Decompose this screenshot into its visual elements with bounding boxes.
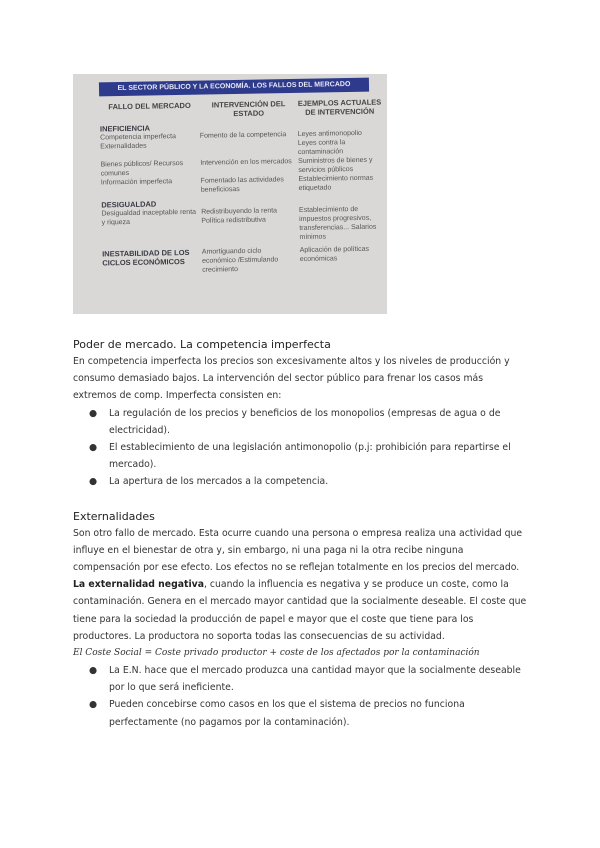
table-cell: Redistribuyendo la renta Política redistributiva: [201, 207, 278, 225]
table-cell: [200, 139, 298, 159]
list-item: ● Pueden concebirse como casos en los que el sistema de precios no funciona perfectamente (no pagamos por la contaminación).: [73, 696, 529, 730]
list-item: ● La regulación de los precios y beneficios de los monopolios (empresas de agua o de electricidad).: [73, 405, 529, 439]
table-cell: Amortiguando ciclo económico /Estimulando crecimiento: [201, 247, 279, 274]
column-header: FALLO DEL MERCADO: [108, 100, 191, 112]
table-section-title: DESIGUALDAD: [101, 199, 157, 210]
table-section-title: INESTABILIDAD DE LOS CICLOS ECONÓMICOS: [102, 247, 190, 268]
bullet-list: [73, 662, 529, 731]
formula: El Coste Social = Coste privado productor + coste de los afectados por la contaminación: [73, 648, 480, 659]
table-photo: [73, 74, 387, 314]
photo-table-body: [100, 98, 385, 277]
table-section-title: INEFICIENCIA: [99, 123, 151, 134]
paragraph: En competencia imperfecta los precios son excesivamente altos y los niveles de producción y consumo demasiado bajos. La intervención del sector público para frenar los casos más extremos de comp. Imperfecta consisten en:: [73, 356, 510, 402]
list-item: ● El establecimiento de una legislación antimonopolio (p.j: prohibición para repartirse el mercado).: [73, 439, 529, 473]
section-heading: Externalidades: [73, 509, 155, 523]
bullet-icon: ●: [89, 442, 98, 454]
table-cell: Desigualdad inaceptable renta y riqueza: [101, 208, 197, 227]
photo-table-header: EL SECTOR PÚBLICO Y LA ECONOMÍA. LOS FALLOS DEL MERCADO: [99, 78, 369, 97]
bullet-list: [73, 405, 529, 491]
list-item: ● La E.N. hace que el mercado produzca una cantidad mayor que la socialmente deseable por lo que será ineficiente.: [73, 662, 529, 696]
table-cell: Fomentado las actividades beneficiosas: [200, 176, 284, 194]
table-row: [102, 245, 384, 277]
paragraph: Son otro fallo de mercado. Esta ocurre cuando una persona o empresa realiza una actividad que influye en el bienestar de otra y, sin embargo, ni una paga ni la otra recibe ninguna compensación por ese efecto. Los efectos no se reflejan totalmente en los precios del mercado.: [73, 527, 523, 574]
table-cell: Bienes públicos/ Recursos comunes: [100, 160, 184, 178]
table-cell: Información imperfecta: [100, 178, 173, 187]
table-cell: Aplicación de políticas económicas: [299, 245, 370, 264]
table-cell: Externalidades: [100, 142, 147, 151]
table-cell: Suministros de bienes y servicios públicos: [298, 156, 373, 175]
bullet-icon: ●: [89, 476, 98, 488]
column-header: EJEMPLOS ACTUALES DE INTERVENCIÓN: [297, 97, 382, 117]
table-row: [101, 205, 384, 246]
table-cell: Leyes antimonopolio: [297, 129, 362, 139]
bullet-icon: ●: [89, 699, 98, 711]
table-cell: Fomento de la competencia: [199, 131, 287, 140]
table-cell: Establecimiento de impuestos progresivos, transferencias... Salarios mínimos: [298, 205, 377, 242]
bullet-icon: ●: [89, 407, 98, 419]
table-cell: Leyes contra la contaminación: [297, 139, 346, 157]
table-cell: Intervención en los mercados: [200, 158, 292, 167]
table-cell: Establecimiento normas etiquetado: [298, 174, 374, 193]
bullet-icon: ●: [89, 665, 98, 677]
section-heading: Poder de mercado. La competencia imperfecta: [73, 338, 331, 351]
paragraph: La externalidad negativa, cuando la influencia es negativa y se produce un coste, como la contaminación. Genera en el mercado mayor cantidad que la socialmente deseable. El coste que tiene para la sociedad la producción de papel e mayor que el coste que tiene para los productores. La productora no soporta todas las consecuencias de su actividad.: [73, 579, 527, 642]
column-headers: [100, 98, 382, 121]
list-item: ● La apertura de los mercados a la competencia.: [73, 473, 529, 490]
column-header: INTERVENCIÓN DEL ESTADO: [211, 99, 286, 119]
bold-term: La externalidad negativa: [73, 579, 204, 591]
table-cell: Competencia imperfecta: [100, 133, 177, 142]
table-row: [101, 174, 383, 197]
document-body: [73, 336, 529, 731]
